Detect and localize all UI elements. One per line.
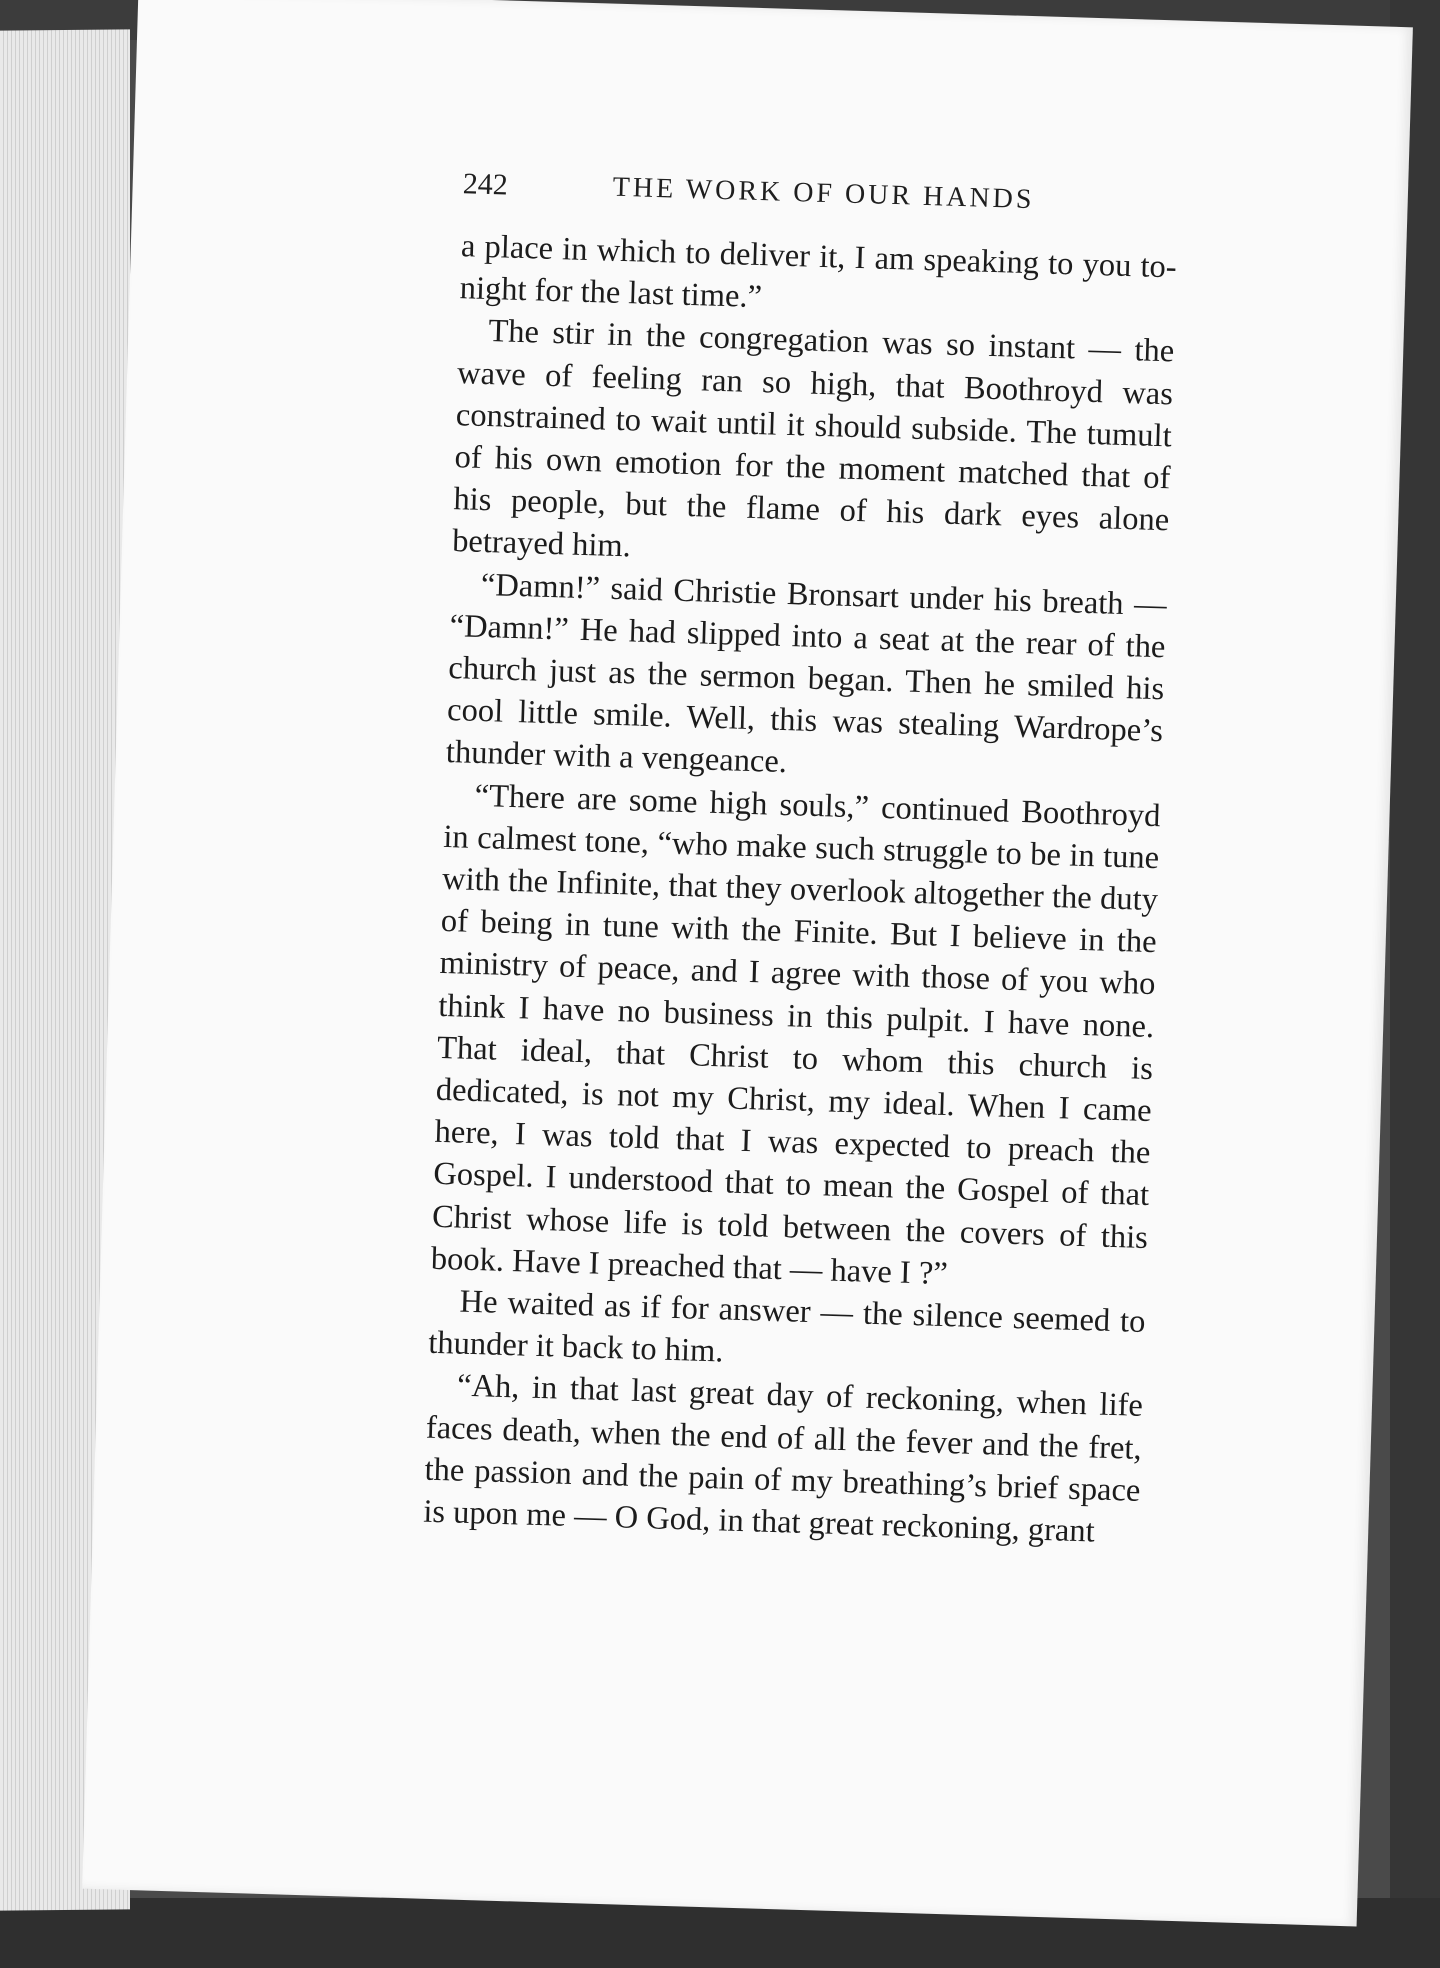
paragraph: “Damn!” said Christie Bronsart under his breath — “Damn!” He had slipped into a seat at the rear of the church just as the sermon began. Then he smiled his cool little smile. Well, this was stealing Wardrope’s thunder with a vengeance. [445, 566, 1168, 781]
paragraph: “There are some high souls,” continued Boothroyd in calmest tone, “who make such struggle to be in tune with the Infinite, that they overlook altogether the duty of being in tune with the Finite. But I believe in the ministry of peace, and I agree with those of you who think I have no business in this pulpit. I have none. That ideal, that Christ to whom this church is dedicated, is not my Christ, my ideal. When I came here, I was told that I was expected to preach the Gospel. I understood that to mean the Gospel of that Christ whose life is told between the covers of this book. Have I preached that — have I ?” [430, 777, 1161, 1292]
body-text [423, 225, 1177, 1554]
running-head: THE WORK OF OUR HANDS [612, 171, 1035, 216]
paragraph: The stir in the congregation was so instant — the wave of feeling ran so high, that Boothroyd was constrained to wait until it should subside. The tumult of his own emotion for the moment matched that of his people, but the flame of his dark eyes alone betrayed him. [451, 313, 1175, 565]
paragraph: He waited as if for answer — the silence seemed to thunder it back to him. [427, 1283, 1146, 1370]
paragraph: a place in which to deliver it, I am speaking to you to-night for the last time.” [459, 228, 1178, 316]
page-number: 242 [462, 167, 509, 202]
paragraph: “Ah, in that last great day of reckoning, when life faces death, when the end of all the fever and the fret, the passion and the pain of my breathing’s brief space is upon me — O God, in that great reckoning, grant [422, 1368, 1144, 1550]
book-page [82, 0, 1413, 1926]
page-header [462, 167, 1179, 228]
